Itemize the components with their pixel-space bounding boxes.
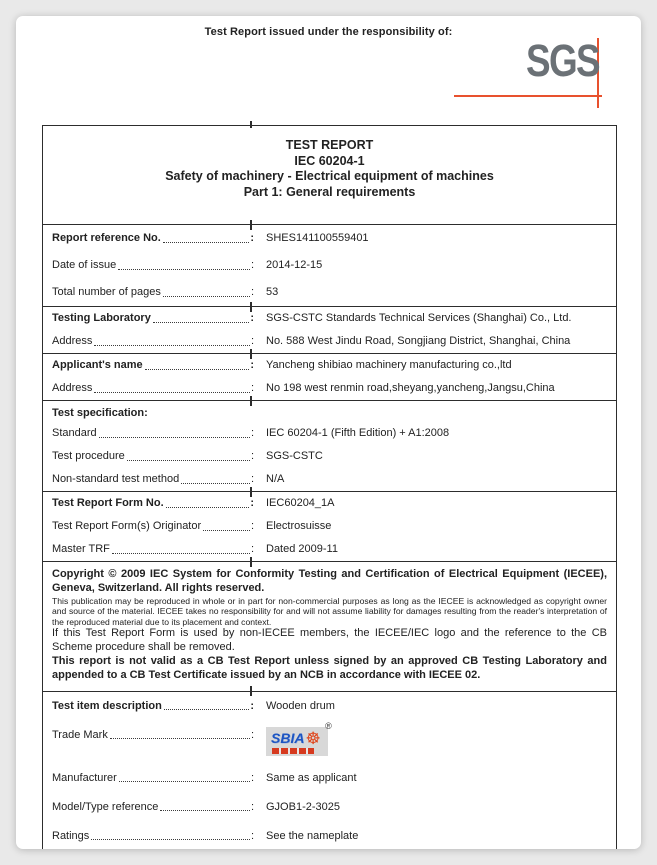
registered-trademark-icon: ® — [325, 720, 332, 731]
leader-colon: : — [250, 335, 254, 347]
table-row — [43, 377, 616, 400]
field-value: Same as applicant — [266, 771, 357, 784]
field-value: See the nameplate — [266, 829, 359, 842]
dotted-leader — [164, 709, 250, 710]
field-label — [52, 473, 254, 486]
field-label-text: Testing Laboratory — [52, 312, 151, 324]
table-row — [43, 225, 616, 252]
report-sections — [43, 225, 616, 849]
leader-colon: : — [250, 473, 254, 485]
field-value: N/A — [266, 473, 285, 485]
sgs-logo-horizontal-line — [454, 95, 602, 97]
field-label-text: Standard — [52, 427, 97, 439]
section-heading: Test specification: — [52, 407, 148, 419]
dotted-leader — [110, 738, 250, 739]
dotted-leader — [119, 781, 250, 782]
table-row — [43, 492, 616, 515]
dotted-leader — [94, 345, 250, 346]
sgs-logo — [436, 36, 608, 114]
field-value: Electrosuisse — [266, 520, 332, 532]
report-section — [43, 225, 616, 306]
table-row — [43, 445, 616, 468]
field-value: 2014-12-15 — [266, 259, 323, 271]
dotted-leader — [163, 242, 250, 243]
field-value: No. 588 West Jindu Road, Songjiang District, Shanghai, China — [266, 335, 571, 347]
field-value: 53 — [266, 286, 279, 298]
report-title-block — [43, 126, 616, 225]
leader-colon: : — [250, 359, 254, 371]
field-value: IEC 60204-1 (Fifth Edition) + A1:2008 — [266, 427, 450, 439]
table-row — [43, 764, 616, 793]
field-label-text: Ratings — [52, 829, 90, 842]
leader-colon: : — [250, 312, 254, 324]
field-label-text: Test procedure — [52, 450, 125, 462]
report-table — [42, 125, 617, 849]
field-value: Wooden drum — [266, 699, 335, 712]
field-label-text: Non-standard test method — [52, 473, 180, 485]
issued-under-text: Test Report issued under the responsibility of: — [204, 26, 453, 38]
leader-colon: : — [250, 728, 254, 741]
copyright-paragraph: Copyright © 2009 IEC System for Conformity Testing and Certification of Electrical Equipment (IECEE), Geneva, Switzerland. All rights reserved. — [52, 568, 607, 594]
table-row — [43, 721, 616, 764]
leader-colon: : — [250, 520, 254, 532]
report-section — [43, 400, 616, 491]
field-label-text: Test Report Form(s) Originator — [52, 520, 202, 532]
dotted-leader — [203, 530, 250, 531]
leader-colon: : — [250, 259, 254, 271]
leader-colon: : — [250, 543, 254, 555]
field-label — [52, 543, 254, 556]
field-label-text: Applicant's name — [52, 359, 143, 371]
field-label — [52, 312, 254, 325]
field-label-text: Date of issue — [52, 259, 117, 271]
report-section — [43, 691, 616, 849]
field-value: IEC60204_1A — [266, 497, 335, 509]
leader-colon: : — [250, 232, 254, 244]
trademark-logo — [266, 720, 332, 756]
trademark-chinese-strip — [272, 748, 314, 754]
title-line-2: IEC 60204-1 — [294, 153, 365, 168]
field-value: SGS-CSTC — [266, 450, 323, 462]
field-label — [52, 520, 254, 533]
field-label — [52, 830, 254, 843]
leader-colon: : — [250, 450, 254, 462]
field-label — [52, 700, 254, 713]
field-label — [52, 729, 254, 742]
copyright-paragraph: This report is not valid as a CB Test Report unless signed by an approved CB Testing Laboratory and appended to a CB Test Certificate issued by an NCB in accordance with IECEE 02. — [52, 654, 607, 681]
dotted-leader — [127, 460, 250, 461]
dotted-leader — [163, 296, 250, 297]
table-row — [43, 422, 616, 445]
table-row — [43, 515, 616, 538]
title-line-4: Part 1: General requirements — [243, 184, 416, 199]
field-value: Yancheng shibiao machinery manufacturing co.,ltd — [266, 359, 512, 371]
field-label — [52, 286, 254, 299]
dotted-leader — [145, 369, 250, 370]
dotted-leader — [91, 839, 250, 840]
field-label — [52, 232, 254, 245]
table-row — [43, 692, 616, 721]
table-row — [43, 354, 616, 377]
copyright-block — [43, 562, 616, 691]
field-label — [52, 335, 254, 348]
field-label-text: Total number of pages — [52, 286, 161, 298]
table-row — [43, 468, 616, 491]
dotted-leader — [153, 322, 250, 323]
field-label-text: Report reference No. — [52, 232, 161, 244]
copyright-paragraph: If this Test Report Form is used by non-IECEE members, the IECEE/IEC logo and the reference to the CB Scheme procedure shall be removed. — [52, 627, 607, 654]
trademark-text: SBIA — [271, 730, 305, 747]
table-row — [43, 279, 616, 306]
field-label-text: Model/Type reference — [52, 800, 159, 813]
field-value: Dated 2009-11 — [266, 543, 338, 555]
field-value: SHES141100559401 — [266, 232, 369, 244]
report-section — [43, 491, 616, 561]
table-row — [43, 822, 616, 849]
field-label — [52, 772, 254, 785]
field-label-text: Test Report Form No. — [52, 497, 164, 509]
leader-colon: : — [250, 382, 254, 394]
report-section — [43, 561, 616, 691]
title-line-1: TEST REPORT — [285, 138, 374, 152]
leader-colon: : — [250, 286, 254, 298]
field-value: SGS-CSTC Standards Technical Services (Shanghai) Co., Ltd. — [266, 312, 572, 324]
dotted-leader — [94, 392, 250, 393]
field-label — [52, 450, 254, 463]
field-label — [52, 801, 254, 814]
table-row — [43, 793, 616, 822]
dotted-leader — [166, 507, 250, 508]
field-label — [52, 259, 254, 272]
dotted-leader — [99, 437, 250, 438]
title-line-3: Safety of machinery - Electrical equipment of machines — [165, 169, 494, 183]
field-value — [266, 720, 607, 756]
table-row — [43, 538, 616, 561]
leader-colon: : — [250, 800, 254, 813]
table-row — [43, 330, 616, 353]
field-label-text: Address — [52, 335, 93, 347]
field-label — [52, 497, 254, 510]
table-row — [43, 307, 616, 330]
field-value: No 198 west renmin road,sheyang,yancheng,Jangsu,China — [266, 382, 555, 394]
leader-colon: : — [250, 829, 254, 842]
field-label-text: Address — [52, 382, 93, 394]
field-label — [52, 359, 254, 372]
field-label — [52, 382, 254, 395]
leader-colon: : — [250, 699, 254, 712]
document-page — [16, 16, 641, 849]
leader-colon: : — [250, 497, 254, 509]
leader-colon: : — [250, 427, 254, 439]
sgs-logo-text: SGS — [525, 35, 599, 86]
wheel-icon: ☸ — [305, 728, 321, 748]
dotted-leader — [118, 269, 250, 270]
field-value: GJOB1-2-3025 — [266, 800, 340, 813]
dotted-leader — [181, 483, 250, 484]
copyright-paragraph: This publication may be reproduced in whole or in part for non-commercial purposes as long as the IECEE is acknowledged as copyright owner and source of the material. IECEE takes no responsibility for and will not assume liability for damages resulting from the reader's interpretation of the reproduced material due to its placement and context. — [52, 595, 607, 627]
leader-colon: : — [250, 771, 254, 784]
field-label-text: Master TRF — [52, 543, 110, 555]
report-section — [43, 306, 616, 353]
field-label — [52, 427, 254, 440]
field-label-text: Test item description — [52, 699, 162, 712]
field-label-text: Trade Mark — [52, 728, 108, 741]
field-label-text: Manufacturer — [52, 771, 117, 784]
dotted-leader — [160, 810, 250, 811]
dotted-leader — [112, 553, 250, 554]
report-section — [43, 353, 616, 400]
table-row — [43, 252, 616, 279]
